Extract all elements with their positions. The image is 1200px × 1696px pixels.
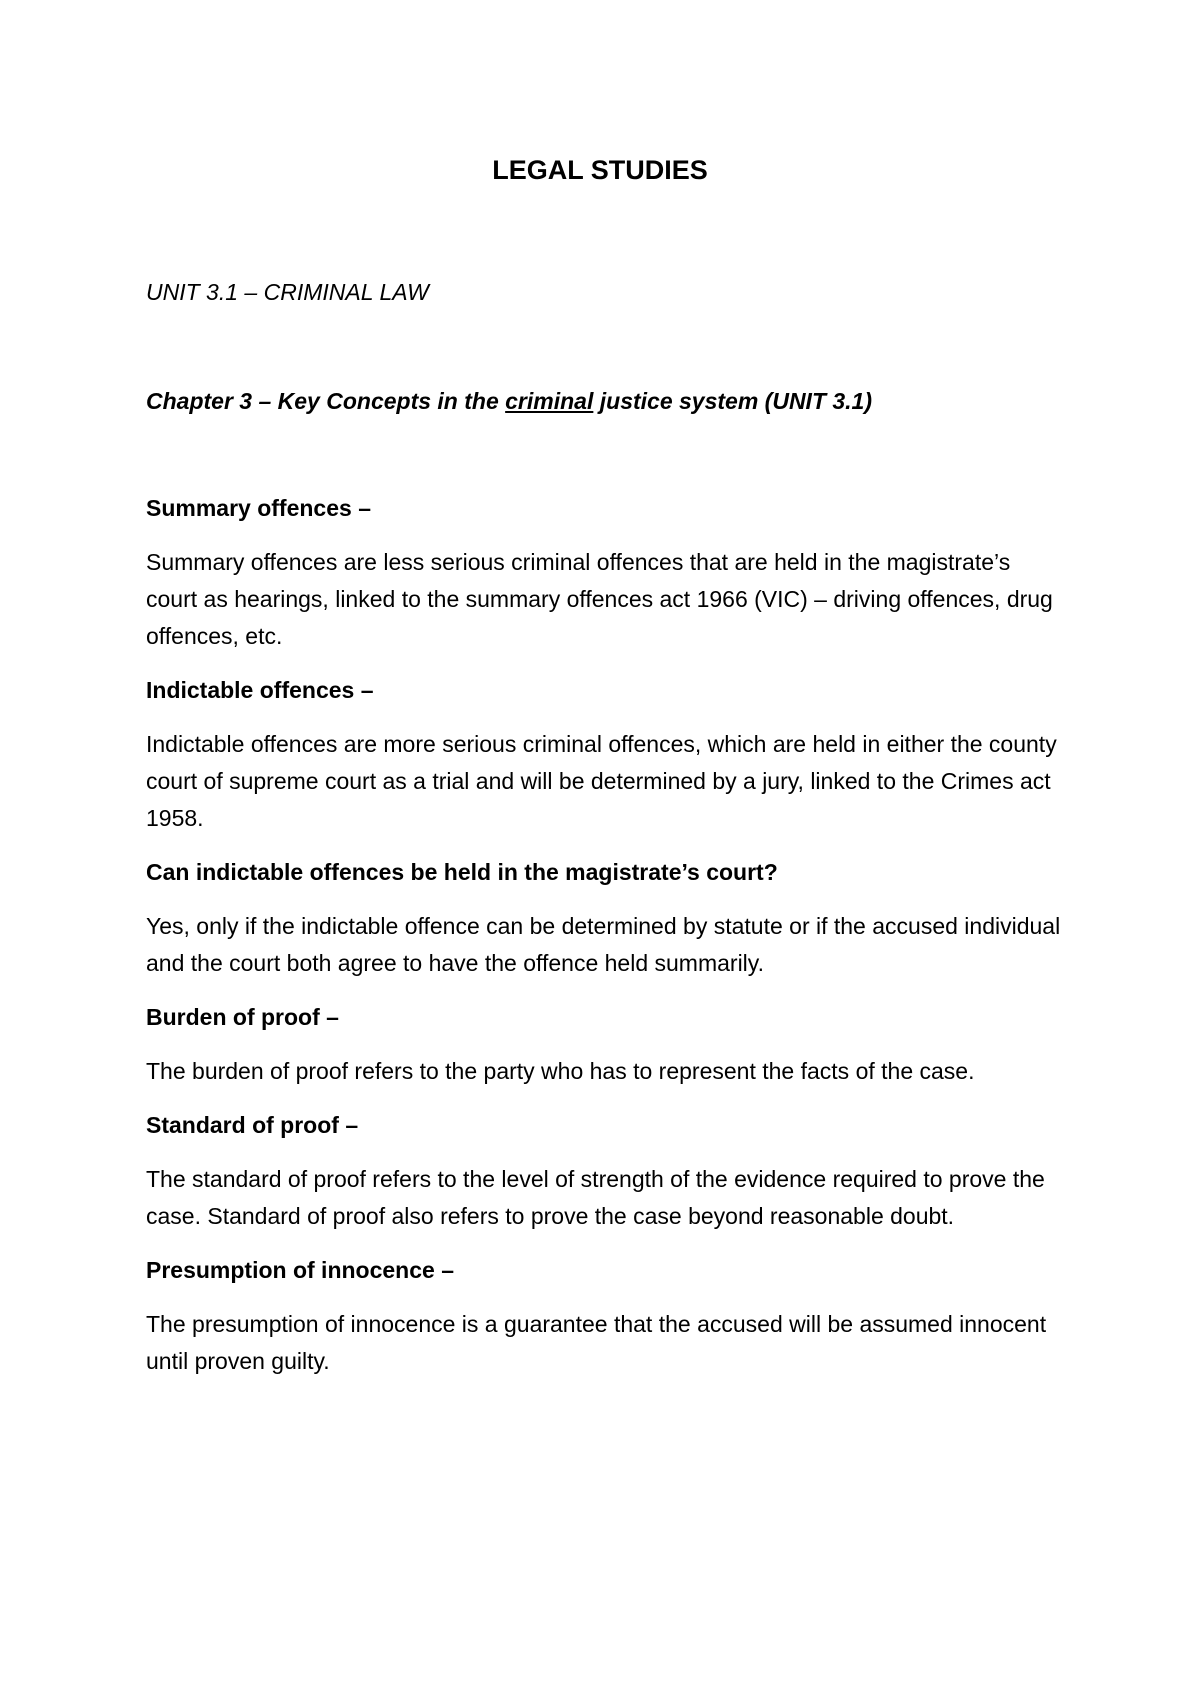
section-body-presumption-of-innocence: The presumption of innocence is a guarantee that the accused will be assumed innocent until proven guilty. bbox=[146, 1311, 1047, 1374]
section-heading-indictable-in-magistrates-court: Can indictable offences be held in the magistrate’s court? bbox=[146, 859, 778, 885]
document-body bbox=[146, 490, 1066, 1397]
section-heading-presumption-of-innocence: Presumption of innocence – bbox=[146, 1257, 454, 1283]
section-body-burden-of-proof: The burden of proof refers to the party who has to represent the facts of the case. bbox=[146, 1058, 975, 1084]
section-body-summary-offences: Summary offences are less serious criminal offences that are held in the magistrate’s court as hearings, linked to the summary offences act 1966 (VIC) – driving offences, drug offences, etc. bbox=[146, 549, 1053, 649]
document-title: LEGAL STUDIES bbox=[492, 155, 708, 185]
section-heading-standard-of-proof: Standard of proof – bbox=[146, 1112, 359, 1138]
section-body-standard-of-proof: The standard of proof refers to the level of strength of the evidence required to prove the case. Standard of proof also refers to prove the case beyond reasonable doubt. bbox=[146, 1166, 1045, 1229]
chapter-heading-underlined-word: criminal bbox=[505, 388, 594, 414]
unit-heading: UNIT 3.1 – CRIMINAL LAW bbox=[146, 279, 429, 305]
section-heading-indictable-offences: Indictable offences – bbox=[146, 677, 374, 703]
section-heading-burden-of-proof: Burden of proof – bbox=[146, 1004, 339, 1030]
section-body-indictable-in-magistrates-court: Yes, only if the indictable offence can be determined by statute or if the accused individual and the court both agree to have the offence held summarily. bbox=[146, 913, 1061, 976]
chapter-heading-suffix: justice system (UNIT 3.1) bbox=[593, 388, 873, 414]
section-body-indictable-offences: Indictable offences are more serious criminal offences, which are held in either the county court of supreme court as a trial and will be determined by a jury, linked to the Crimes act 1958. bbox=[146, 731, 1057, 831]
chapter-heading-prefix: Chapter 3 – Key Concepts in the bbox=[146, 388, 506, 414]
section-heading-summary-offences: Summary offences – bbox=[146, 495, 371, 521]
chapter-heading bbox=[146, 385, 1066, 417]
